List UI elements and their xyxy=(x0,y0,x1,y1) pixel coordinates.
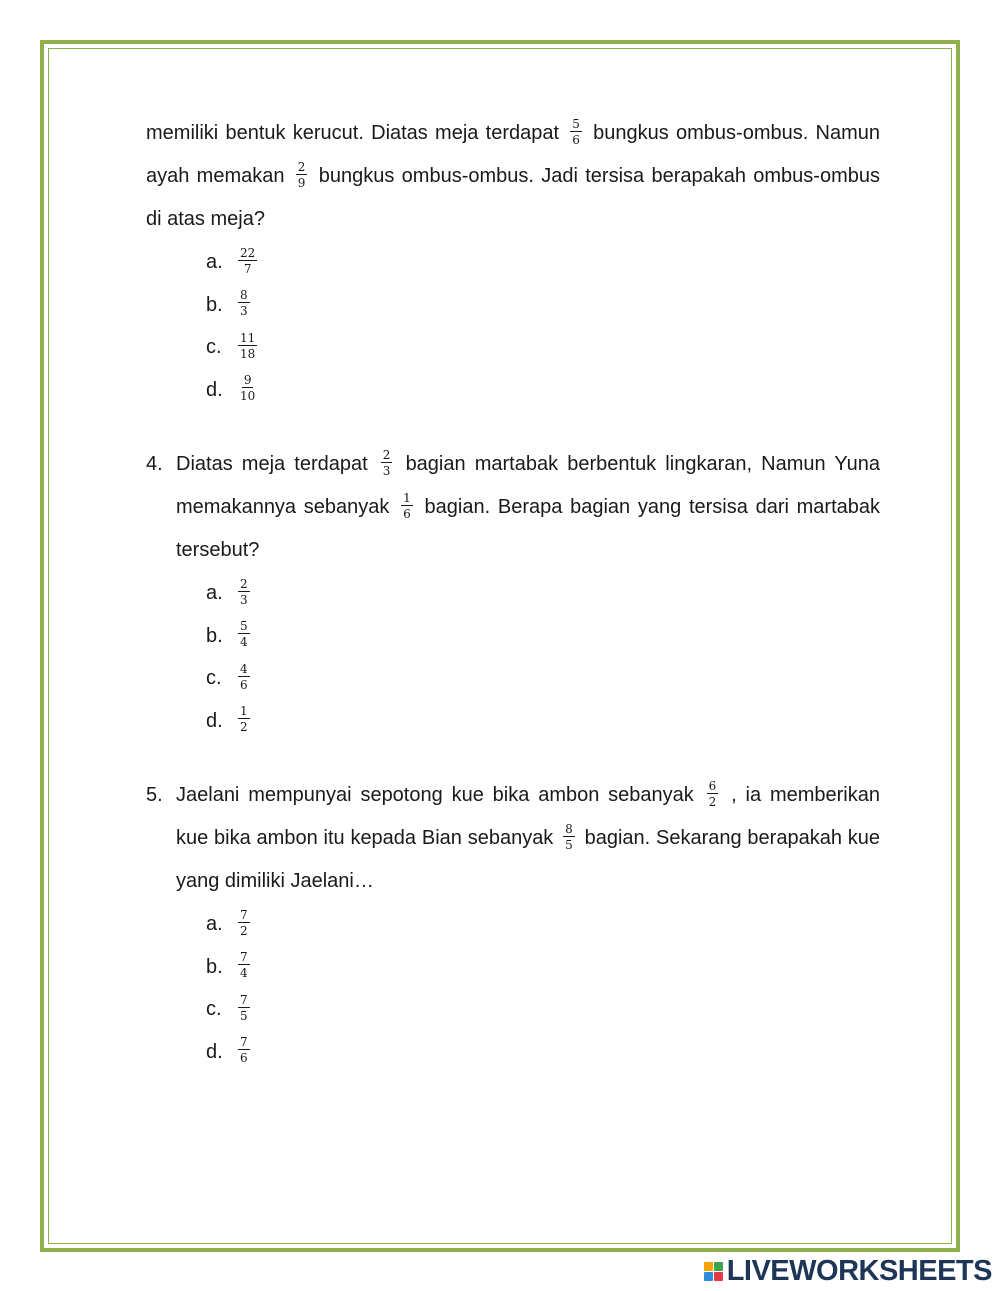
fraction: $\frac{6}{2}$ xyxy=(708,778,717,809)
fraction: $\frac{1}{6}$ xyxy=(403,490,411,521)
worksheet-content xyxy=(146,112,880,1073)
question-4-options xyxy=(146,572,880,742)
fraction: $\frac{5}{6}$ xyxy=(572,116,580,147)
question-text: Diatas meja terdapat xyxy=(176,453,368,475)
question-number: 5. xyxy=(146,784,163,806)
question-text: , ia memberikan kue bika ambon itu kepada Bian sebanyak xyxy=(176,784,880,849)
option-b[interactable]: b. $\frac{7}{4}$ xyxy=(206,950,248,981)
option-d[interactable]: d. $\frac{9}{10}$ xyxy=(206,373,256,404)
option-b[interactable]: b. $\frac{8}{3}$ xyxy=(206,288,248,319)
fraction: $\frac{2}{9}$ xyxy=(297,159,306,190)
liveworksheets-logo xyxy=(704,1256,992,1286)
question-4 xyxy=(146,443,880,572)
fraction: $\frac{2}{3}$ xyxy=(382,447,391,478)
question-text: memiliki bentuk kerucut. Diatas meja terdapat xyxy=(146,122,560,144)
question-text: Jaelani mempunyai sepotong kue bika ambon sebanyak xyxy=(176,784,694,806)
question-text: bungkus ombus-ombus. Jadi tersisa berapakah ombus-ombus di atas meja? xyxy=(146,165,880,230)
question-text: bagian. Berapa bagian yang tersisa dari martabak tersebut? xyxy=(176,496,881,561)
question-text: bungkus ombus-ombus. Namun ayah memakan xyxy=(146,122,881,187)
liveworksheets-logo-icon xyxy=(704,1262,723,1281)
logo-text: LIVEWORKSHEETS xyxy=(726,1254,992,1287)
fraction: $\frac{8}{5}$ xyxy=(565,821,573,852)
option-c[interactable]: c. $\frac{7}{5}$ xyxy=(206,992,248,1023)
option-c[interactable]: c. $\frac{4}{6}$ xyxy=(206,661,248,692)
question-number: 4. xyxy=(146,453,163,475)
option-a[interactable]: a. $\frac{7}{2}$ xyxy=(206,907,248,938)
option-a[interactable]: a. $\frac{2}{3}$ xyxy=(206,576,248,607)
option-d[interactable]: d. $\frac{7}{6}$ xyxy=(206,1035,248,1066)
option-d[interactable]: d. $\frac{1}{2}$ xyxy=(206,704,248,735)
question-3-continuation xyxy=(146,112,880,241)
option-b[interactable]: b. $\frac{5}{4}$ xyxy=(206,619,248,650)
option-a[interactable]: a. $\frac{22}{7}$ xyxy=(206,245,256,276)
option-c[interactable]: c. $\frac{11}{18}$ xyxy=(206,330,256,361)
question-text: bagian. Sekarang berapakah kue yang dimiliki Jaelani… xyxy=(176,827,880,892)
question-5-options xyxy=(146,903,880,1073)
question-5 xyxy=(146,774,880,903)
question-3-options xyxy=(146,241,880,411)
question-text: bagian martabak berbentuk lingkaran, Namun Yuna memakannya sebanyak xyxy=(176,453,880,518)
